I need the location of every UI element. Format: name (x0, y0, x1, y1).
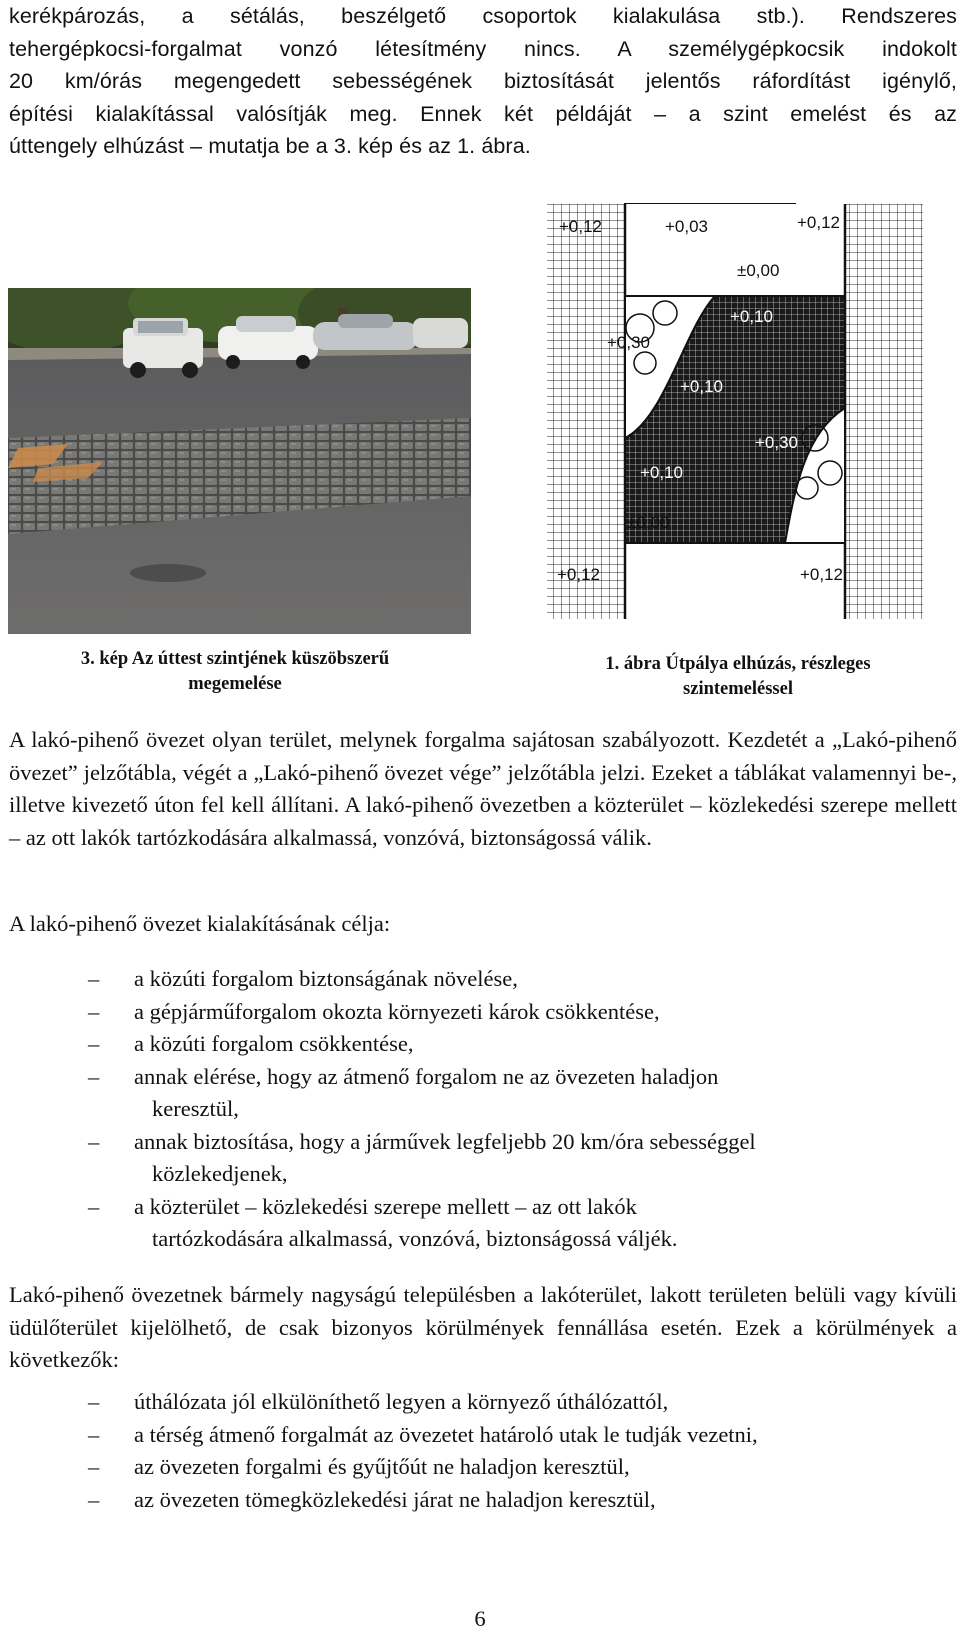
level-label: ±0,00 (627, 513, 670, 532)
level-label: +0,12 (557, 565, 601, 584)
intro-line: tehergépkocsi-forgalmat vonzó létesítmény nincs. A személygépkocsik indokolt (9, 36, 957, 61)
intro-paragraph (9, 0, 957, 163)
conditions-list (0, 1386, 960, 1516)
level-label: +0,10 (730, 307, 774, 326)
list-item: – úthálózata jól elkülöníthető legyen a környező úthálózattól, (88, 1389, 669, 1414)
level-label: +0,12 (559, 217, 603, 236)
diagram-caption: 1. ábra Útpálya elhúzás, részleges szintemeléssel (605, 654, 871, 699)
road-shift-diagram (545, 188, 925, 637)
level-label: +0,30 (755, 433, 799, 452)
list-item: – a közúti forgalom biztonságának növelése, (88, 966, 518, 991)
list-item: – a közterület – közlekedési szerepe mellett – az ott lakók tartózkodására alkalmassá, vonzóvá, biztonságossá váljék. (88, 1193, 678, 1251)
list-item: – a gépjárműforgalom okozta környezeti károk csökkentése, (88, 998, 660, 1024)
intro-line: építési kialakítással valósítják meg. Ennek két példáját – a szint emelést és az (9, 101, 957, 126)
intro-line: úttengely elhúzást – mutatja be a 3. kép és az 1. ábra. (9, 134, 531, 158)
intro-line: kerékpározás, a sétálás, beszélgető csoportok kialakulása stb.). Rendszeres (9, 4, 957, 28)
level-label: ±0,00 (737, 261, 780, 280)
list-item: – a közúti forgalom csökkentése, (88, 1031, 414, 1056)
street-threshold-photo (8, 288, 471, 634)
list-item: – az övezeten tömegközlekedési járat ne haladjon keresztül, (88, 1486, 656, 1512)
page-number: 6 (474, 1606, 486, 1631)
list-item: – annak elérése, hogy az átmenő forgalom ne az övezeten haladjon keresztül, (88, 1063, 719, 1121)
list-item: – annak biztosítása, hogy a járművek legfeljebb 20 km/óra sebességgel közlekedjenek, (88, 1128, 756, 1186)
level-label: +0,12 (800, 565, 844, 584)
level-label: +0,10 (680, 377, 724, 396)
zone-definition-paragraph: A lakó-pihenő övezet olyan terület, melynek forgalma sajátosan szabályozott. Kezdetét a „Lakó-pihenő övezet” jelzőtábla, végét a „Lakó-pihenő övezet vége” jelzőtábla jelzi. Ezeket a táblákat valamennyi be-, illetve kivezető úton fel kell állítani. A lakó-pihenő övezetben a közterület – közlekedési szerepe mellett – az ott lakók tartózkodására alkalmassá, vonzóvá, biztonságossá válik. (9, 727, 957, 850)
level-label: +0,03 (665, 217, 709, 236)
conditions-paragraph: Lakó-pihenő övezetnek bármely nagyságú településben a lakóterület, lakott területen belüli vagy kívüli üdülőterület kijelölhető, de csak bizonyos körülmények fennállása esetén. Ezek a körülmények a következők: (9, 1282, 957, 1372)
level-label: +0,12 (797, 213, 841, 232)
list-item: – a térség átmenő forgalmát az övezetet határoló utak le tudják vezetni, (88, 1421, 758, 1447)
level-label: +0,30 (607, 333, 651, 352)
level-label: +0,10 (640, 463, 684, 482)
goals-list (0, 963, 960, 1256)
list-item: – az övezeten forgalmi és gyűjtőút ne haladjon keresztül, (88, 1454, 630, 1479)
intro-line: 20 km/órás megengedett sebességének biztosítását jelentős ráfordítást igénylő, (9, 69, 957, 93)
photo-caption: 3. kép Az úttest szintjének küszöbszerű megemelése (80, 649, 390, 694)
goals-intro: A lakó-pihenő övezet kialakításának célja: (9, 911, 391, 936)
